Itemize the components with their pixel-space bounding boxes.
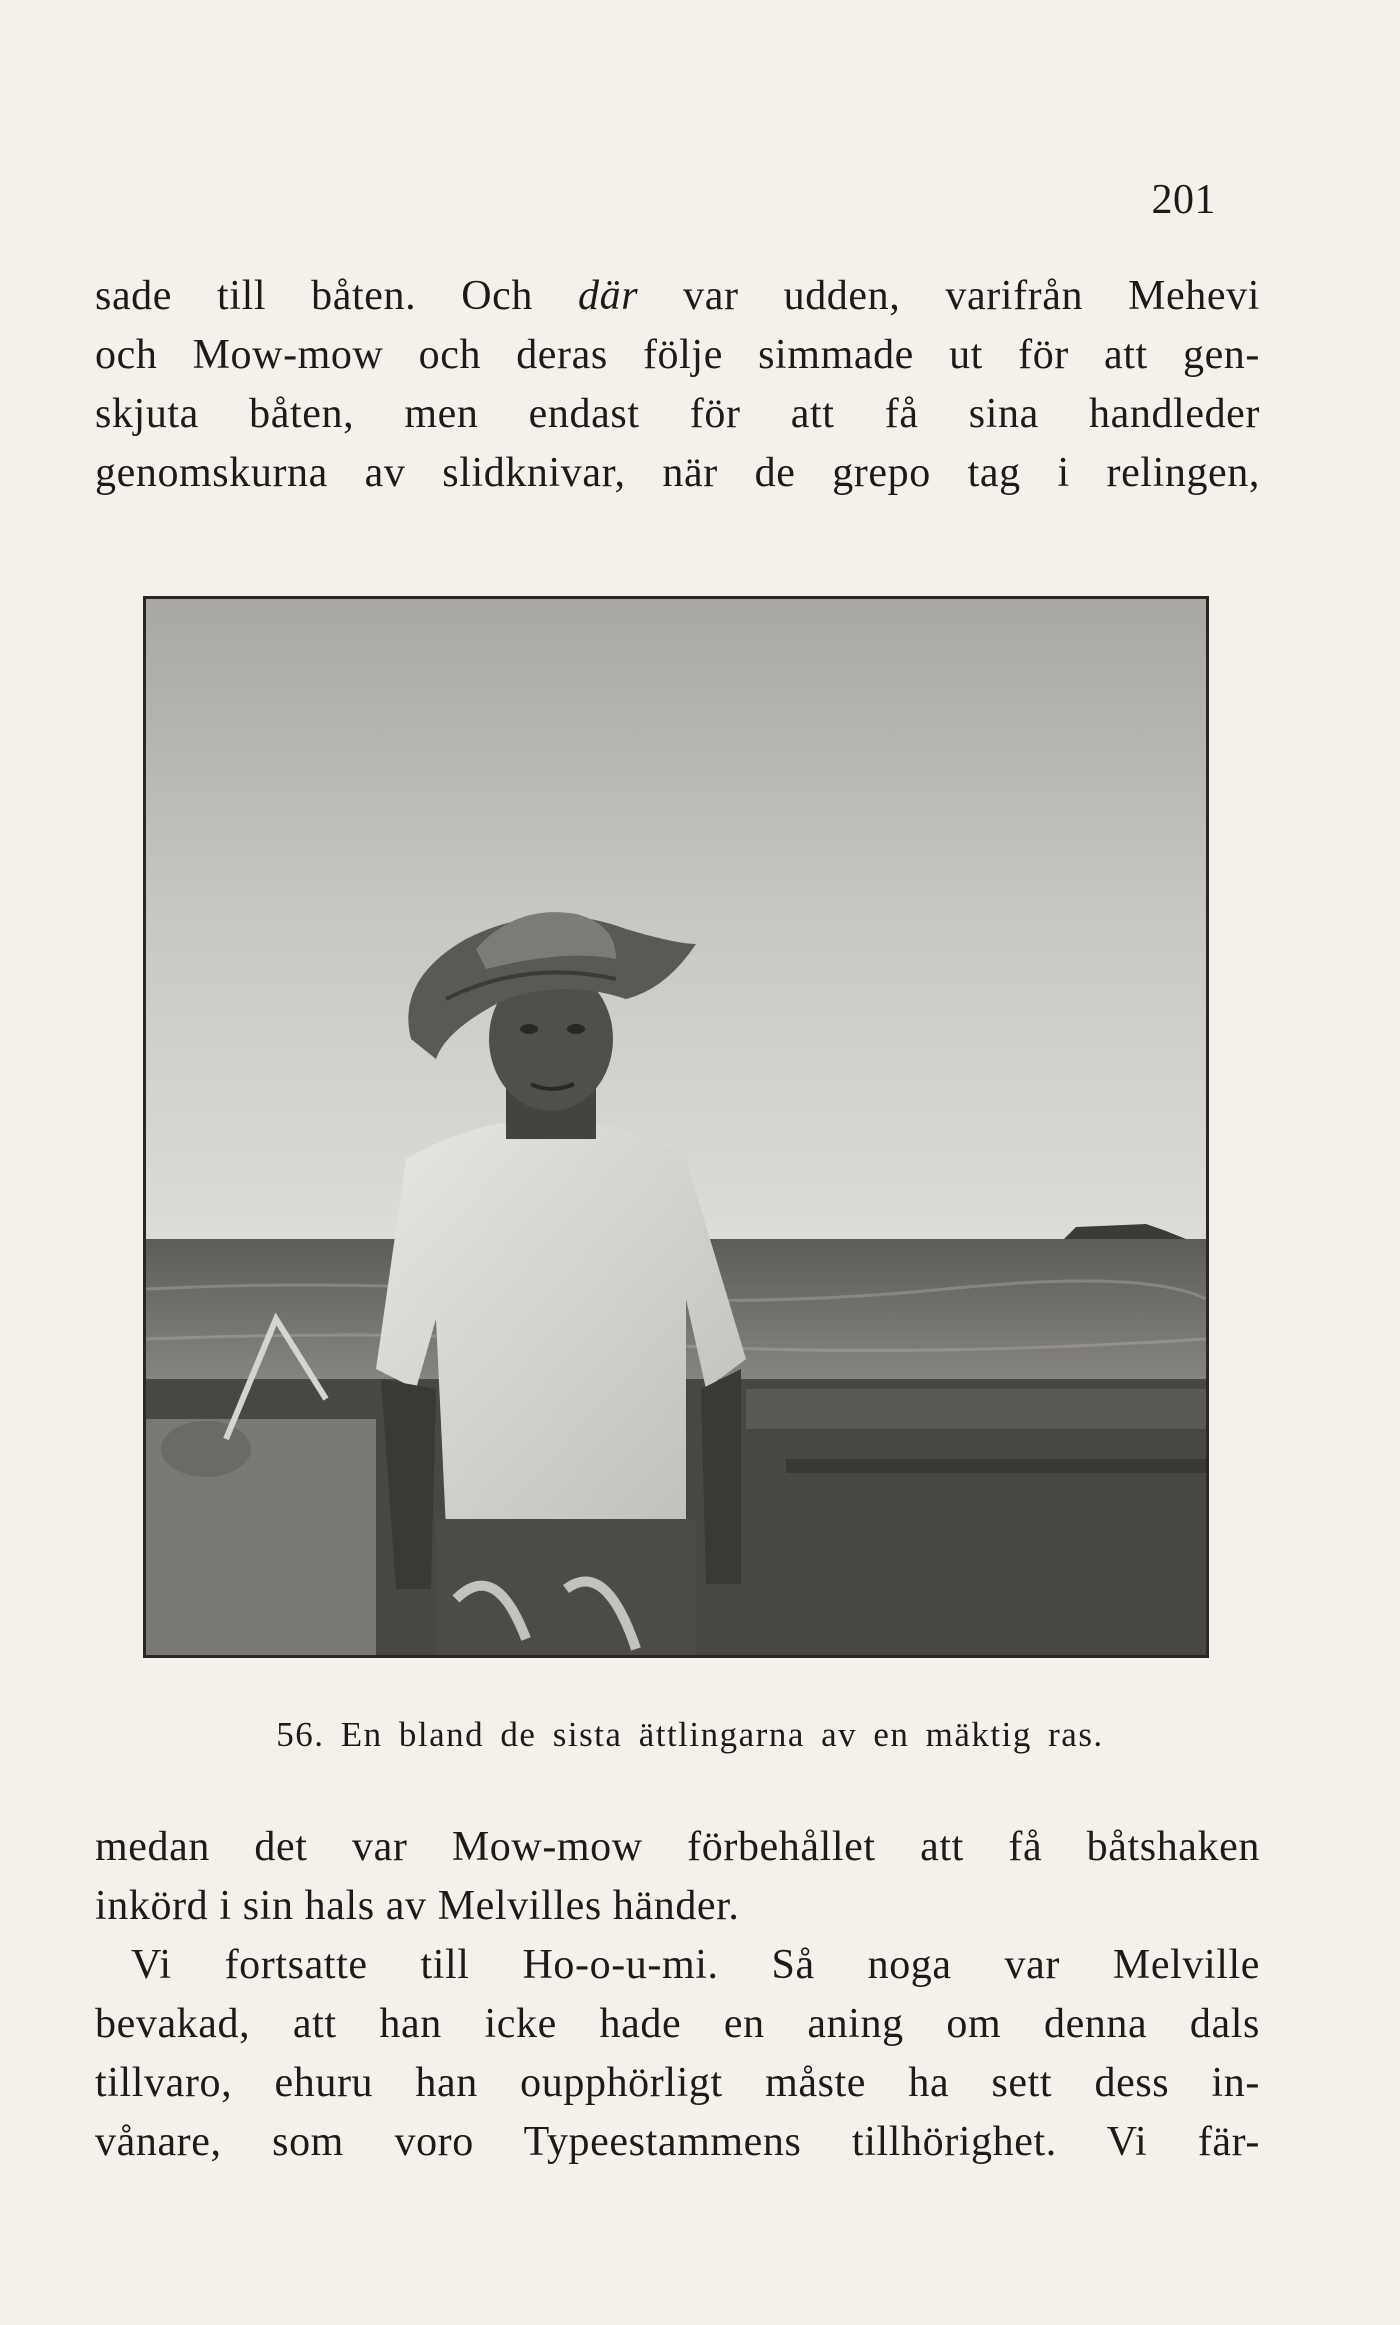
text-line: medan det var Mow-mow förbehållet att få båtshaken [95,1824,1260,1870]
text-line: vånare, som voro Typeestammens tillhörighet. Vi fär- [95,2119,1260,2165]
text-line: genomskurna av slidknivar, när de grepo tag i relingen, [95,450,1260,496]
text-line: Vi fortsatte till Ho-o-u-mi. Så noga var Melville [131,1942,1260,1988]
text-line [95,267,1260,326]
sky [146,599,1206,1239]
bottom-paragraph [95,1818,1260,2172]
top-paragraph [95,267,1260,503]
text-line: bevakad, att han icke hade en aning om denna dals [95,2001,1260,2047]
text-run: var udden, varifrån Mehevi [638,273,1260,319]
text-line: och Mow-mow och deras följe simmade ut för att gen- [95,332,1260,378]
photograph-figure [143,596,1209,1658]
text-line: skjuta båten, men endast för att få sina handleder [95,391,1260,437]
text-line: tillvaro, ehuru han oupphörligt måste ha sett dess in- [95,2060,1260,2106]
text-run: sade till båten. Och [95,273,578,319]
photograph [146,599,1206,1655]
text-line: inkörd i sin hals av Melvilles händer. [95,1883,740,1929]
italic-word: där [578,273,639,319]
page-number: 201 [1151,177,1216,223]
figure-caption: 56. En bland de sista ättlingarna av en mäktig ras. [276,1715,1104,1754]
